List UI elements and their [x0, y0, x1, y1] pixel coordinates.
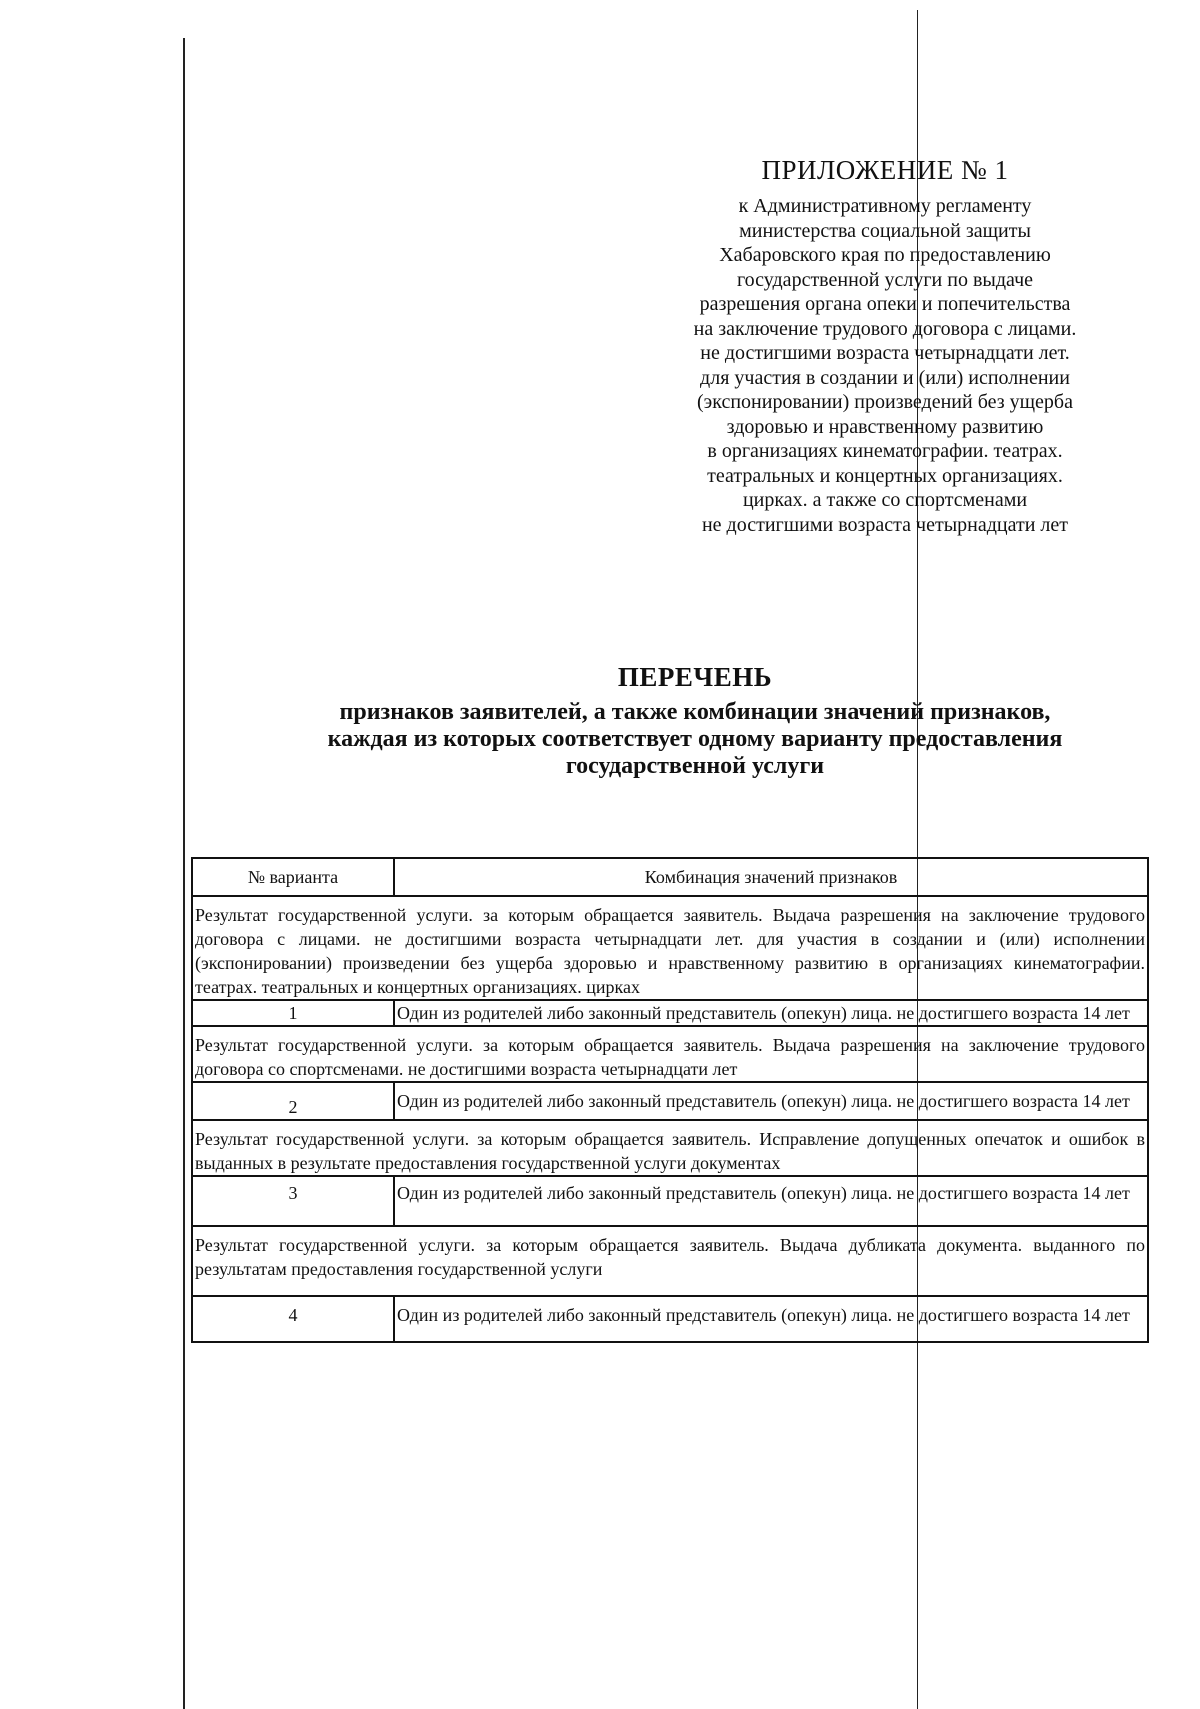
appendix-line: (экспонировании) произведений без ущерба — [697, 391, 1073, 413]
page-title: ПЕРЕЧЕНЬ — [617, 662, 773, 692]
appendix-line: министерства социальной защиты — [739, 219, 1031, 242]
scan-edge-line-left — [183, 38, 185, 1709]
heading-subtitle-line: каждая из которых соответствует одному варианту предоставления — [327, 726, 1063, 752]
result-row — [192, 1026, 1148, 1082]
appendix-line: театральных и концертных организациях. — [707, 464, 1063, 487]
result-row — [192, 1226, 1148, 1296]
appendix-line: разрешения органа опеки и попечительства — [699, 293, 1071, 315]
result-cell: Результат государственной услуги. за которым обращается заявитель. Выдача разрешения на заключение трудового договора с лицами. не достигшими возраста четырнадцати лет. для участия в создании и (или) исполнении (экспонировании) произведении без ущерба здоровью и нравственному развитию в организациях кинематографии. театрах. театральных и концертных организациях. цирках — [192, 896, 1148, 1000]
header-variant-number: № варианта — [192, 858, 394, 896]
appendix-line: для участия в создании и (или) исполнении — [700, 366, 1070, 389]
appendix-title: ПРИЛОЖЕНИЕ № 1 — [761, 155, 1009, 185]
result-cell: Результат государственной услуги. за которым обращается заявитель. Выдача разрешения на заключение трудового договора со спортсменами. не достигшими возраста четырнадцати лет — [192, 1026, 1148, 1082]
appendix-line: не достигшими возраста четырнадцати лет — [701, 513, 1069, 536]
appendix-line: государственной услуги по выдаче — [736, 268, 1034, 291]
result-cell: Результат государственной услуги. за которым обращается заявитель. Выдача дубликата документа. выданного по результатам предоставления государственной услуги — [192, 1226, 1148, 1296]
variant-number-cell: 2 — [192, 1082, 394, 1120]
variant-row — [192, 1176, 1148, 1226]
appendix-line: цирках. а также со спортсменами — [742, 489, 1028, 511]
combination-cell: Один из родителей либо законный представитель (опекун) лица. не достигшего возраста 14 лет — [394, 1000, 1148, 1026]
variants-table — [191, 857, 1149, 1343]
appendix-line: к Административному регламенту — [738, 195, 1032, 217]
variant-row — [192, 1000, 1148, 1026]
appendix-line: не достигшими возраста четырнадцати лет. — [700, 342, 1070, 364]
variant-row — [192, 1296, 1148, 1342]
result-row — [192, 896, 1148, 1000]
variant-number-cell: 1 — [192, 1000, 394, 1026]
table-header-row — [192, 858, 1148, 896]
result-cell: Результат государственной услуги. за которым обращается заявитель. Исправление допущенных опечаток и ошибок в выданных в результате предоставления государственной услуги документах — [192, 1120, 1148, 1176]
combination-cell: Один из родителей либо законный представитель (опекун) лица. не достигшего возраста 14 лет — [394, 1082, 1148, 1120]
variant-number-cell: 4 — [192, 1296, 394, 1342]
variant-number-cell: 3 — [192, 1176, 394, 1226]
heading-subtitle-line: государственной услуги — [565, 753, 825, 779]
combination-cell: Один из родителей либо законный представитель (опекун) лица. не достигшего возраста 14 лет — [394, 1296, 1148, 1342]
variant-row — [192, 1082, 1148, 1120]
heading-subtitle-line: признаков заявителей, а также комбинации значений признаков, — [339, 699, 1051, 725]
appendix-line: Хабаровского края по предоставлению — [719, 244, 1051, 266]
appendix-line: здоровью и нравственному развитию — [726, 415, 1044, 438]
appendix-block — [640, 155, 1130, 537]
document-heading — [200, 662, 1190, 780]
appendix-line: в организациях кинематографии. театрах. — [707, 440, 1063, 462]
appendix-line: на заключение трудового договора с лицами. — [693, 317, 1077, 340]
combination-cell: Один из родителей либо законный представитель (опекун) лица. не достигшего возраста 14 лет — [394, 1176, 1148, 1226]
result-row — [192, 1120, 1148, 1176]
header-combination: Комбинация значений признаков — [394, 858, 1148, 896]
